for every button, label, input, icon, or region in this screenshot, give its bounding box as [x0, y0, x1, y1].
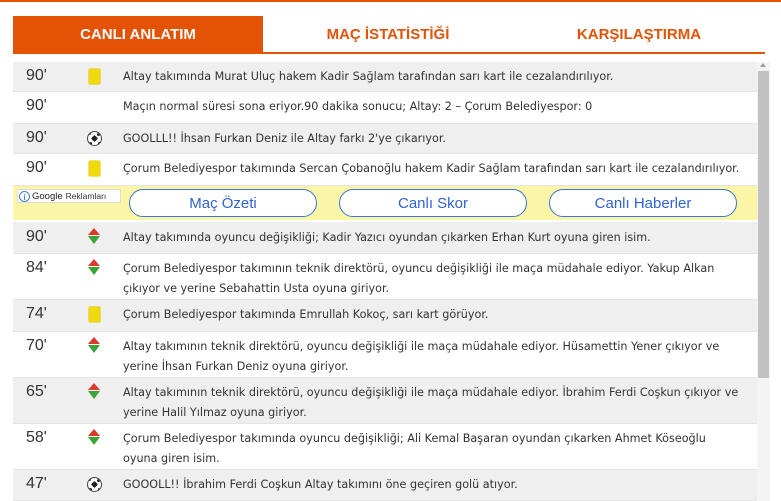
ad-button-canli-haberler[interactable]: Canlı Haberler: [549, 189, 737, 217]
event-minute: 70': [26, 337, 47, 354]
substitution-icon: [86, 228, 102, 246]
event-minute: 90': [26, 97, 47, 114]
event-minute: 84': [26, 259, 47, 276]
event-row: [13, 300, 757, 332]
event-row: [13, 332, 757, 378]
ad-label-text: Reklamları: [65, 191, 107, 201]
ad-banner: [13, 186, 757, 220]
event-text: Altay takımının teknik direktörü, oyuncu değişikliği ile maça müdahale ediyor. Hüsamettin Yener çıkıyor ve yerine İhsan Furkan Deniz oyuna giriyor.: [123, 340, 720, 373]
scrollbar-thumb[interactable]: [758, 71, 769, 378]
tab-mac-istatistigi[interactable]: MAÇ İSTATİSTİĞİ: [326, 25, 450, 43]
event-text: Çorum Belediyespor takımında Emrullah Kokoç, sarı kart görüyor.: [123, 308, 489, 321]
event-row: [13, 62, 757, 92]
event-minute: 90': [26, 67, 47, 84]
substitution-icon: [86, 337, 102, 355]
live-commentary-feed[interactable]: [13, 62, 757, 501]
ball-icon: [87, 131, 102, 146]
event-text: Altay takımının teknik direktörü, oyuncu değişikliği ile maça müdahale ediyor. İbrahim Ferdi Coşkun çıkıyor ve yerine Halil Yılmaz oyuna giriyor.: [123, 386, 739, 419]
event-text: Maçın normal süresi sona eriyor.90 dakika sonucu; Altay: 2 – Çorum Belediyespor: 0: [123, 100, 593, 113]
yellow-card-icon: [89, 307, 100, 322]
top-accent-strip: [0, 0, 781, 7]
tab-karsilastirma[interactable]: KARŞILAŞTIRMA: [576, 25, 702, 43]
event-text: GOOLLL!! İhsan Furkan Deniz ile Altay farkı 2'ye çıkarıyor.: [123, 132, 446, 145]
event-row: [13, 222, 757, 254]
event-row: [13, 424, 757, 470]
event-minute: 90': [26, 129, 47, 146]
info-icon: i: [19, 191, 30, 202]
event-row: [13, 92, 757, 124]
event-row: [13, 378, 757, 424]
event-text: Altay takımında Murat Uluç hakem Kadir Sağlam tarafından sarı kart ile cezalandırılıyor.: [123, 70, 614, 83]
event-row: [13, 470, 757, 501]
event-minute: 90': [26, 159, 47, 176]
event-text: Çorum Belediyespor takımının teknik direktörü, oyuncu değişikliği ile maça müdahale ediyor. Yakup Alkan çıkıyor ve yerine Sebahattin Usta oyuna giriyor.: [123, 262, 715, 295]
tab-canli-anlatim[interactable]: CANLI ANLATIM: [13, 16, 263, 52]
ad-brand: Google: [32, 190, 63, 202]
event-row: [13, 154, 757, 186]
feed-scrollbar[interactable]: [757, 62, 770, 501]
ad-button-mac-ozeti[interactable]: Maç Özeti: [129, 189, 317, 217]
event-minute: 58': [26, 429, 47, 446]
event-row: [13, 124, 757, 154]
ad-button-canli-skor[interactable]: Canlı Skor: [339, 189, 527, 217]
yellow-card-icon: [89, 69, 100, 84]
substitution-icon: [86, 259, 102, 277]
event-text: Altay takımında oyuncu değişikliği; Kadir Yazıcı oyundan çıkarken Erhan Kurt oyuna giren isim.: [123, 231, 651, 244]
yellow-card-icon: [89, 161, 100, 176]
substitution-icon: [86, 429, 102, 447]
scroll-up-icon[interactable]: [760, 63, 766, 67]
substitution-icon: [86, 383, 102, 401]
event-minute: 74': [26, 305, 47, 322]
event-text: GOOOLL!! İbrahim Ferdi Coşkun Altay takımını öne geçiren golü atıyor.: [123, 478, 518, 491]
event-minute: 47': [26, 475, 47, 492]
event-row: [13, 254, 757, 300]
event-minute: 90': [26, 228, 47, 245]
ball-icon: [87, 477, 102, 492]
event-text: Çorum Belediyespor takımında oyuncu değişikliği; Ali Kemal Başaran oyundan çıkarken Ahmet Köseoğlu oyuna giren isim.: [123, 432, 706, 465]
ad-label[interactable]: [17, 189, 121, 203]
event-text: Çorum Belediyespor takımında Sercan Çobanoğlu hakem Kadir Sağlam tarafından sarı kart ile cezalandırılıyor.: [123, 162, 740, 175]
match-tabs: [13, 16, 765, 54]
event-minute: 65': [26, 383, 47, 400]
